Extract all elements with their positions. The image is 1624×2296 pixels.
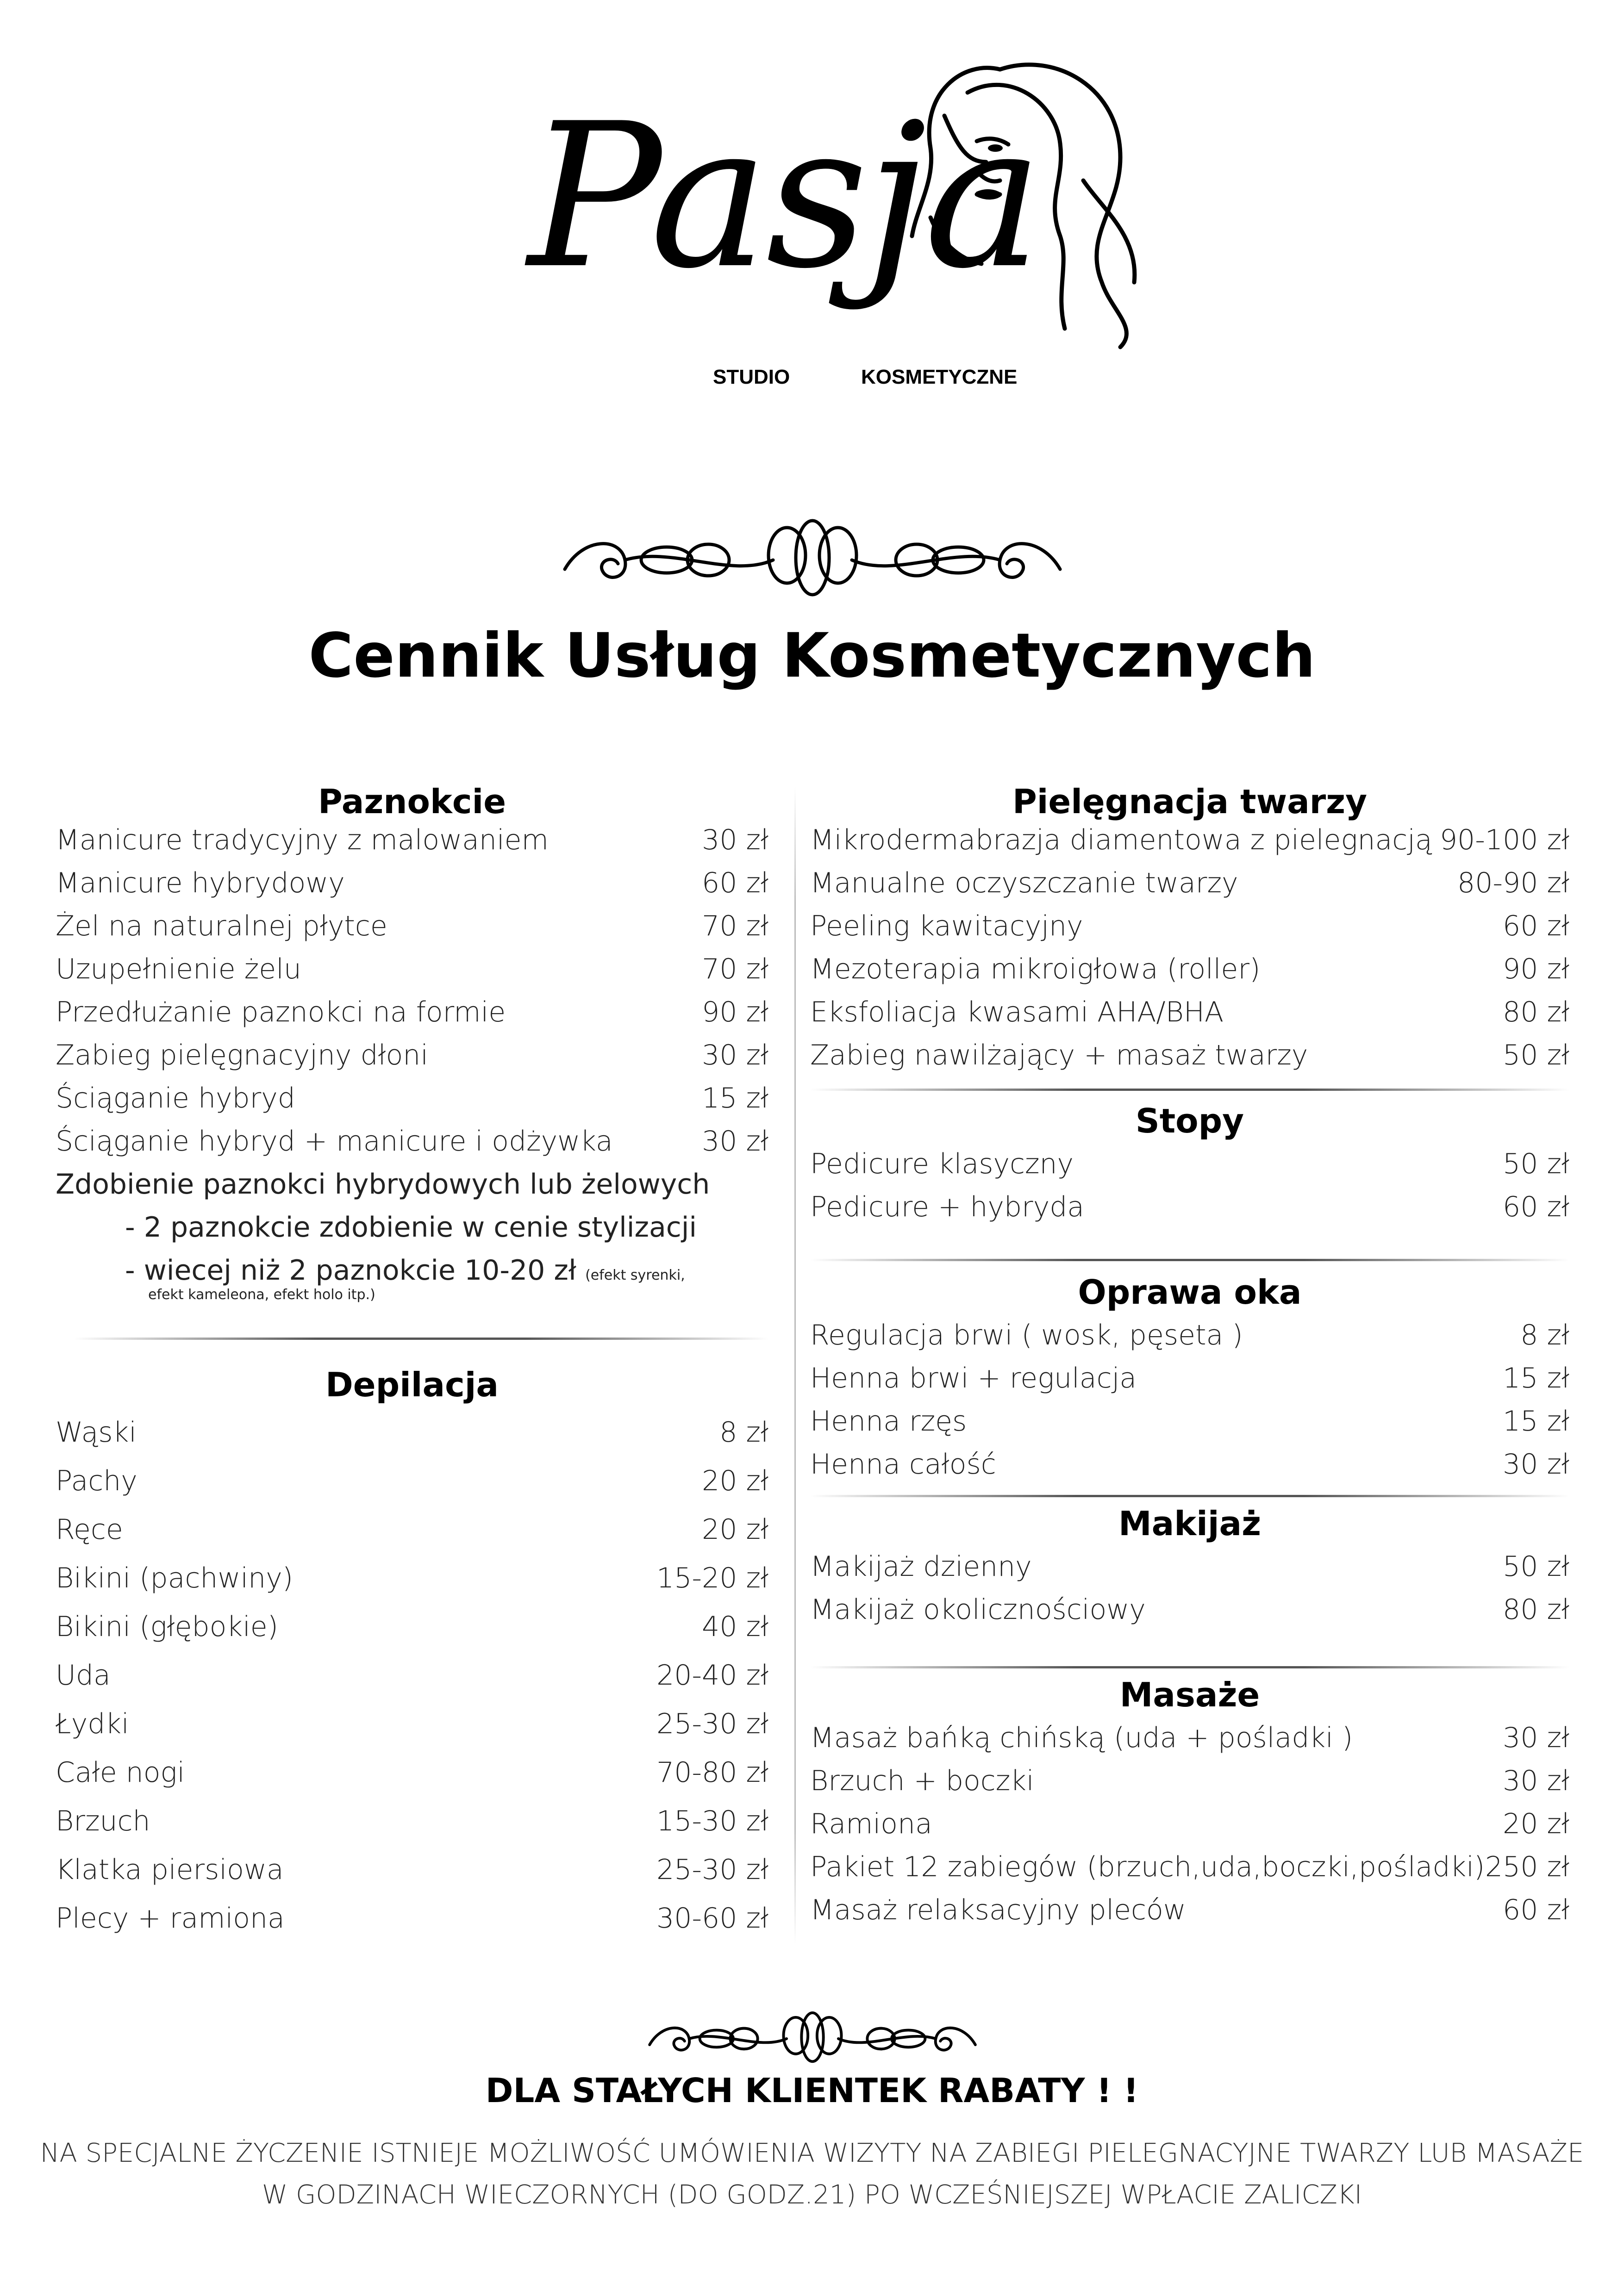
section-title-masaze: Masaże bbox=[1119, 1675, 1260, 1714]
zdobienie-note: efekt kameleona, efekt holo itp.) bbox=[148, 1287, 375, 1303]
logo-wordmark: Pasja bbox=[528, 81, 1040, 312]
section-title-oprawa-oka: Oprawa oka bbox=[1078, 1273, 1302, 1312]
ornament-bottom-icon bbox=[643, 2004, 981, 2073]
footer-note: NA SPECJALNE ŻYCZENIE ISTNIEJE MOŻLIWOŚĆ UMÓWIENIA WIZYTY NA ZABIEGI PIELEGNACYJNE TWARZY LUB MASAŻE bbox=[40, 2138, 1584, 2168]
section-divider bbox=[810, 1495, 1569, 1497]
section-divider bbox=[810, 1089, 1569, 1091]
column-separator bbox=[794, 787, 796, 1944]
studio-logo bbox=[500, 42, 1157, 472]
section-divider bbox=[74, 1338, 768, 1340]
section-title-pielegnacja-twarzy: Pielęgnacja twarzy bbox=[1012, 782, 1368, 821]
logo-studio-text: STUDIO bbox=[713, 366, 790, 388]
section-title-paznokcie: Paznokcie bbox=[318, 782, 506, 821]
section-divider bbox=[810, 1666, 1569, 1668]
footer-note: W GODZINACH WIECZORNYCH (DO GODZ.21) PO WCZEŚNIEJSZEJ WPŁACIE ZALICZKI bbox=[262, 2180, 1362, 2210]
zdobienie-option: - wiecej niż 2 paznokcie 10-20 zł (efekt syrenki, bbox=[125, 1254, 685, 1287]
section-title-stopy: Stopy bbox=[1135, 1101, 1244, 1140]
ornament-top-icon bbox=[556, 509, 1069, 611]
section-title-makijaz: Makijaż bbox=[1118, 1504, 1261, 1543]
zdobienie-heading: Zdobienie paznokci hybrydowych lub żelowych bbox=[56, 1168, 710, 1201]
section-divider bbox=[810, 1259, 1569, 1261]
zdobienie-option: - 2 paznokcie zdobienie w cenie stylizacji bbox=[125, 1211, 697, 1244]
promo-text: DLA STAŁYCH KLIENTEK RABATY ! ! bbox=[485, 2071, 1139, 2110]
page-title: Cennik Usług Kosmetycznych bbox=[308, 620, 1316, 691]
section-title-depilacja: Depilacja bbox=[325, 1365, 499, 1404]
logo-kosmetyczne-text: KOSMETYCZNE bbox=[861, 366, 1018, 388]
